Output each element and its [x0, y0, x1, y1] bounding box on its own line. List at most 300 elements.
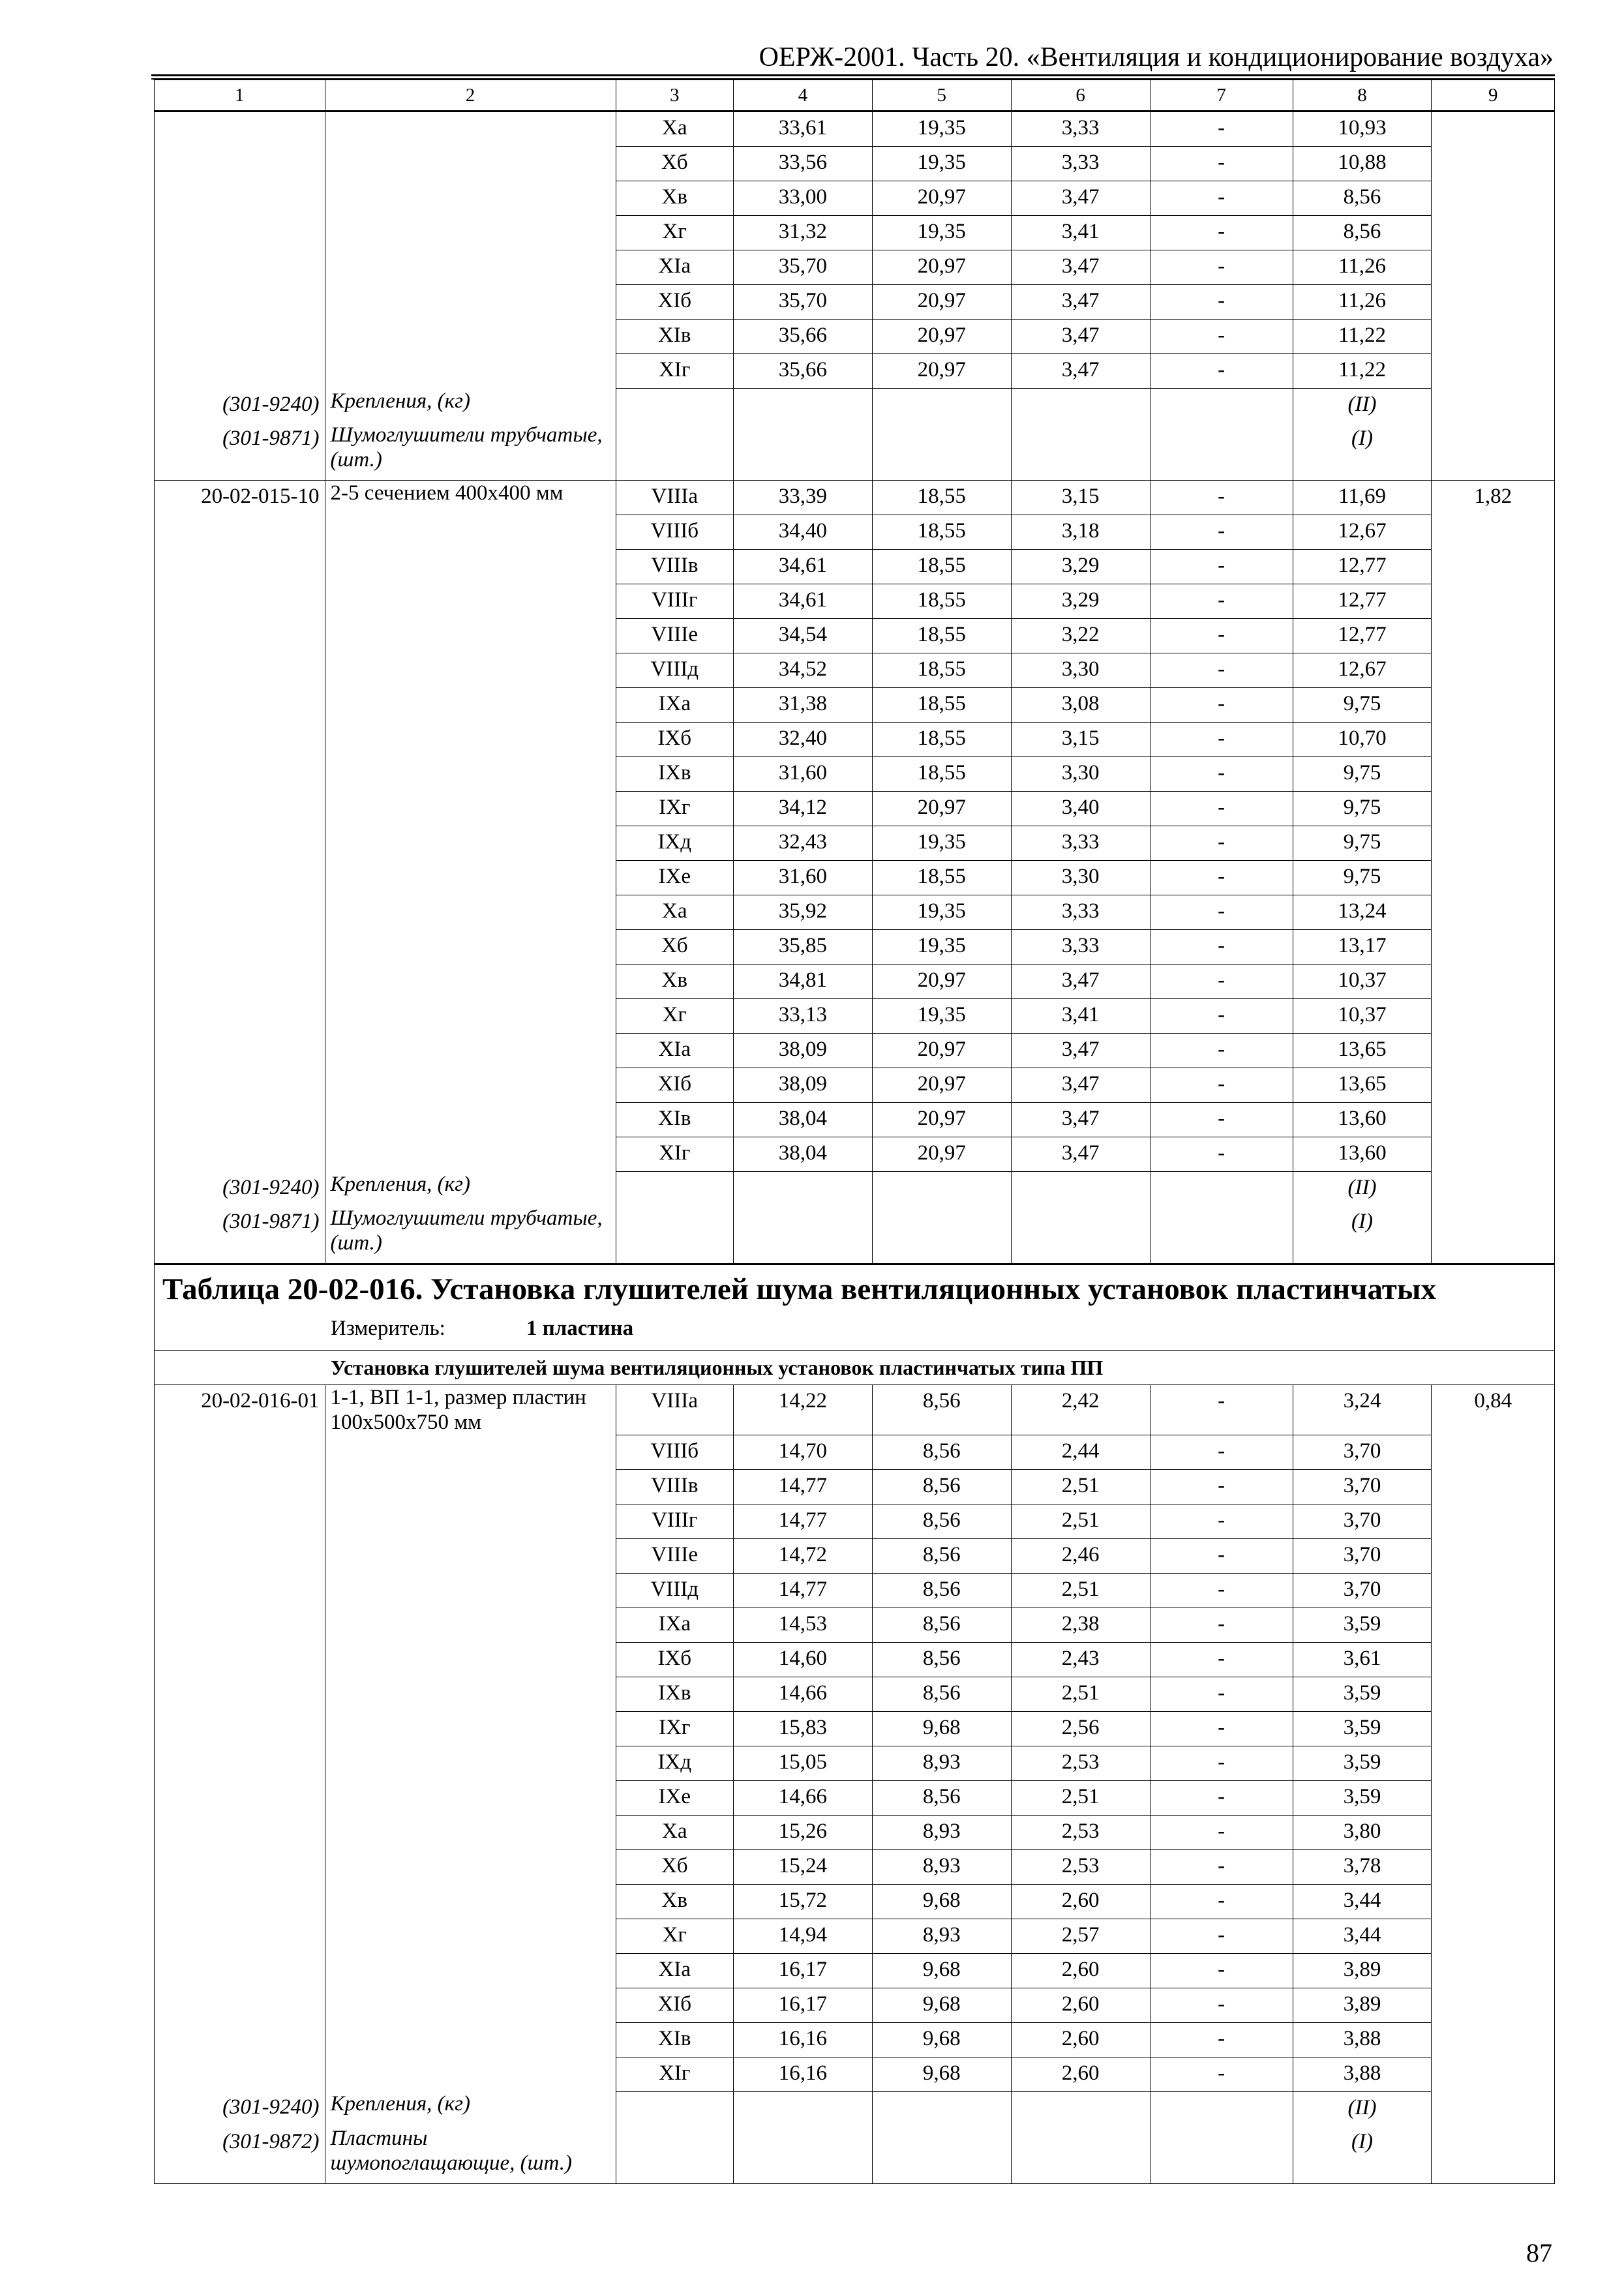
col9-cell	[1432, 1711, 1555, 1746]
value-cell: 8,56	[872, 1469, 1011, 1504]
code-cell	[155, 1988, 325, 2022]
table-row	[155, 2022, 1555, 2057]
value-cell: -	[1150, 723, 1293, 757]
table-row	[155, 216, 1555, 250]
col9-cell	[1432, 1815, 1555, 1849]
value-cell: -	[1150, 1780, 1293, 1815]
region-cell: IXд	[616, 1746, 733, 1780]
value-cell: 34,54	[733, 619, 872, 653]
value-cell: 3,47	[1011, 1103, 1150, 1137]
value-cell: 3,44	[1293, 1884, 1432, 1919]
value-cell: 2,38	[1011, 1608, 1150, 1642]
table-row	[155, 826, 1555, 861]
resource-code: (301-9871)	[155, 1206, 325, 1264]
value-cell: 18,55	[872, 619, 1011, 653]
code-cell	[155, 688, 325, 723]
code-cell	[155, 112, 325, 147]
value-cell: 3,47	[1011, 354, 1150, 389]
value-cell: 8,56	[872, 1642, 1011, 1677]
value-cell: 10,88	[1293, 147, 1432, 181]
value-cell: 3,59	[1293, 1780, 1432, 1815]
value-cell: 38,04	[733, 1137, 872, 1172]
value-cell: 20,97	[872, 1068, 1011, 1103]
code-cell	[155, 1608, 325, 1642]
region-cell: VIIIe	[616, 1538, 733, 1573]
value-cell: 13,60	[1293, 1103, 1432, 1137]
col9-cell	[1432, 1608, 1555, 1642]
name-cell	[325, 1711, 616, 1746]
code-cell	[155, 619, 325, 653]
table-row	[155, 688, 1555, 723]
code-cell	[155, 1746, 325, 1780]
col9-cell	[1432, 930, 1555, 965]
col9-cell	[1432, 550, 1555, 584]
subheading-row	[155, 1351, 1555, 1385]
value-cell: 8,56	[872, 1573, 1011, 1608]
region-cell: XIб	[616, 285, 733, 320]
resource-code: (301-9871)	[155, 423, 325, 481]
resource-name: Крепления, (кг)	[325, 2091, 616, 2126]
table-row	[155, 930, 1555, 965]
value-cell: 34,61	[733, 550, 872, 584]
value-cell: 20,97	[872, 1103, 1011, 1137]
value-cell: 18,55	[872, 550, 1011, 584]
value-cell: 2,51	[1011, 1573, 1150, 1608]
value-cell: 12,67	[1293, 653, 1432, 688]
table-title: Таблица 20-02-016. Установка глушителей шума вентиляционных установок пластинчатых	[162, 1272, 1437, 1306]
value-cell: -	[1150, 112, 1293, 147]
value-cell: 3,70	[1293, 1504, 1432, 1538]
value-cell: -	[1150, 1469, 1293, 1504]
value-cell: 14,22	[733, 1385, 872, 1435]
value-cell: -	[1150, 861, 1293, 895]
value-cell: 8,93	[872, 1815, 1011, 1849]
value-cell: 10,93	[1293, 112, 1432, 147]
value-cell: 8,56	[872, 1677, 1011, 1711]
name-cell	[325, 1953, 616, 1988]
code-cell	[155, 147, 325, 181]
col9-cell	[1432, 688, 1555, 723]
value-cell: 12,77	[1293, 619, 1432, 653]
value-cell: 3,59	[1293, 1746, 1432, 1780]
table-row	[155, 1385, 1555, 1435]
resource-value: (II)	[1293, 389, 1432, 423]
value-cell: 31,60	[733, 861, 872, 895]
table-row	[155, 861, 1555, 895]
col9-cell	[1432, 619, 1555, 653]
value-cell: 2,60	[1011, 2057, 1150, 2091]
table-row	[155, 999, 1555, 1034]
code-cell	[155, 1034, 325, 1068]
value-cell: 3,41	[1011, 216, 1150, 250]
region-cell: XIв	[616, 320, 733, 354]
table-row	[155, 1677, 1555, 1711]
code-cell	[155, 1711, 325, 1746]
name-cell	[325, 1780, 616, 1815]
value-cell: 13,17	[1293, 930, 1432, 965]
col9-cell	[1432, 112, 1555, 147]
value-cell: -	[1150, 1608, 1293, 1642]
col9-cell	[1432, 1849, 1555, 1884]
value-cell: 2,44	[1011, 1435, 1150, 1469]
value-cell: 3,33	[1011, 147, 1150, 181]
resource-name: Крепления, (кг)	[325, 389, 616, 423]
col9-cell	[1432, 1206, 1555, 1264]
value-cell: 2,60	[1011, 1953, 1150, 1988]
empty-cell	[872, 2091, 1011, 2126]
value-cell: 14,77	[733, 1469, 872, 1504]
value-cell: 9,68	[872, 1953, 1011, 1988]
col9-cell	[1432, 792, 1555, 826]
col9-cell	[1432, 1642, 1555, 1677]
name-cell	[325, 792, 616, 826]
value-cell: -	[1150, 147, 1293, 181]
value-cell: 8,56	[1293, 181, 1432, 216]
value-cell: 11,26	[1293, 285, 1432, 320]
value-cell: 19,35	[872, 147, 1011, 181]
value-cell: 9,75	[1293, 792, 1432, 826]
resource-row	[155, 2126, 1555, 2184]
name-cell	[325, 112, 616, 147]
code-cell	[155, 285, 325, 320]
table-row	[155, 757, 1555, 792]
value-cell: 3,78	[1293, 1849, 1432, 1884]
region-cell: Xa	[616, 112, 733, 147]
code-cell	[155, 1953, 325, 1988]
value-cell: 14,77	[733, 1504, 872, 1538]
region-cell: XIa	[616, 1034, 733, 1068]
col9-cell	[1432, 723, 1555, 757]
empty-cell	[1011, 389, 1150, 423]
value-cell: 3,40	[1011, 792, 1150, 826]
value-cell: 32,43	[733, 826, 872, 861]
value-cell: 3,44	[1293, 1919, 1432, 1953]
table-row	[155, 584, 1555, 619]
value-cell: 31,32	[733, 216, 872, 250]
code-cell	[155, 1504, 325, 1538]
value-cell: -	[1150, 792, 1293, 826]
value-cell: 3,61	[1293, 1642, 1432, 1677]
region-cell: Xa	[616, 1815, 733, 1849]
value-cell: 3,33	[1011, 826, 1150, 861]
measure-line	[162, 1313, 1546, 1343]
value-cell: 3,88	[1293, 2057, 1432, 2091]
value-cell: 34,52	[733, 653, 872, 688]
value-cell: 3,47	[1011, 965, 1150, 999]
code-cell: 20-02-015-10	[155, 481, 325, 515]
empty-cell	[733, 423, 872, 481]
name-cell	[325, 1677, 616, 1711]
value-cell: 10,37	[1293, 965, 1432, 999]
empty-cell	[1011, 423, 1150, 481]
value-cell: 3,47	[1011, 250, 1150, 285]
empty-cell	[872, 423, 1011, 481]
resource-row	[155, 1172, 1555, 1206]
value-cell: -	[1150, 1137, 1293, 1172]
value-cell: 2,60	[1011, 1988, 1150, 2022]
value-cell: 8,56	[872, 1385, 1011, 1435]
name-cell	[325, 1642, 616, 1677]
value-cell: 3,30	[1011, 861, 1150, 895]
resource-value: (I)	[1293, 423, 1432, 481]
value-cell: -	[1150, 1642, 1293, 1677]
value-cell: 9,68	[872, 1884, 1011, 1919]
col9-cell	[1432, 826, 1555, 861]
value-cell: 33,00	[733, 181, 872, 216]
value-cell: 3,29	[1011, 550, 1150, 584]
name-cell	[325, 826, 616, 861]
value-cell: -	[1150, 757, 1293, 792]
running-header: ОЕРЖ-2001. Часть 20. «Вентиляция и кондиционирование воздуха»	[759, 42, 1554, 72]
value-cell: 18,55	[872, 481, 1011, 515]
value-cell: 18,55	[872, 757, 1011, 792]
code-cell	[155, 2022, 325, 2057]
code-cell	[155, 1103, 325, 1137]
value-cell: 3,47	[1011, 285, 1150, 320]
column-number: 2	[325, 80, 616, 112]
empty-cell	[616, 423, 733, 481]
table-title-row	[155, 1264, 1555, 1351]
value-cell: 19,35	[872, 930, 1011, 965]
value-cell: -	[1150, 1538, 1293, 1573]
region-cell: Xг	[616, 999, 733, 1034]
region-cell: XIб	[616, 1068, 733, 1103]
value-cell: 3,30	[1011, 653, 1150, 688]
value-cell: 3,47	[1011, 320, 1150, 354]
value-cell: -	[1150, 1988, 1293, 2022]
region-cell: Xб	[616, 930, 733, 965]
col9-cell	[1432, 2091, 1555, 2126]
code-cell	[155, 584, 325, 619]
value-cell: 8,56	[872, 1538, 1011, 1573]
table-row	[155, 285, 1555, 320]
value-cell: 2,53	[1011, 1815, 1150, 1849]
code-cell	[155, 181, 325, 216]
value-cell: 9,68	[872, 2057, 1011, 2091]
table-row	[155, 320, 1555, 354]
column-number: 1	[155, 80, 325, 112]
name-cell	[325, 1884, 616, 1919]
value-cell: 3,59	[1293, 1711, 1432, 1746]
value-cell: -	[1150, 688, 1293, 723]
value-cell: 8,56	[872, 1780, 1011, 1815]
table-row	[155, 181, 1555, 216]
col9-cell	[1432, 999, 1555, 1034]
region-cell: Xг	[616, 1919, 733, 1953]
norms-table	[154, 80, 1555, 2184]
region-cell: IXa	[616, 688, 733, 723]
name-cell	[325, 688, 616, 723]
value-cell: -	[1150, 1849, 1293, 1884]
value-cell: -	[1150, 1884, 1293, 1919]
resource-row	[155, 389, 1555, 423]
value-cell: 9,75	[1293, 826, 1432, 861]
col9-cell	[1432, 354, 1555, 389]
value-cell: 31,38	[733, 688, 872, 723]
name-cell	[325, 1815, 616, 1849]
value-cell: -	[1150, 1435, 1293, 1469]
value-cell: 14,66	[733, 1780, 872, 1815]
value-cell: 34,81	[733, 965, 872, 999]
value-cell: 33,13	[733, 999, 872, 1034]
code-cell	[155, 1849, 325, 1884]
col9-cell	[1432, 1068, 1555, 1103]
code-cell	[155, 1815, 325, 1849]
value-cell: 12,67	[1293, 515, 1432, 550]
value-cell: 18,55	[872, 515, 1011, 550]
empty-cell	[733, 389, 872, 423]
value-cell: 2,51	[1011, 1780, 1150, 1815]
value-cell: -	[1150, 181, 1293, 216]
region-cell: XIa	[616, 250, 733, 285]
value-cell: -	[1150, 1573, 1293, 1608]
empty-cell	[733, 1172, 872, 1206]
value-cell: 19,35	[872, 826, 1011, 861]
code-cell	[155, 2057, 325, 2091]
value-cell: 20,97	[872, 965, 1011, 999]
table-row	[155, 147, 1555, 181]
measure-value: 1 пластина	[526, 1317, 634, 1340]
value-cell: 33,61	[733, 112, 872, 147]
value-cell: 19,35	[872, 999, 1011, 1034]
col9-cell	[1432, 1504, 1555, 1538]
code-cell	[155, 965, 325, 999]
value-cell: 20,97	[872, 792, 1011, 826]
table-row	[155, 1884, 1555, 1919]
region-cell: VIIIг	[616, 1504, 733, 1538]
column-number: 9	[1432, 80, 1555, 112]
region-cell: IXг	[616, 1711, 733, 1746]
table-row	[155, 1435, 1555, 1469]
value-cell: 9,75	[1293, 688, 1432, 723]
value-cell: -	[1150, 354, 1293, 389]
table-row	[155, 1780, 1555, 1815]
table-row	[155, 1137, 1555, 1172]
table-row	[155, 2057, 1555, 2091]
resource-code: (301-9240)	[155, 2091, 325, 2126]
region-cell: IXe	[616, 861, 733, 895]
name-cell	[325, 147, 616, 181]
name-cell	[325, 584, 616, 619]
value-cell: 15,26	[733, 1815, 872, 1849]
col9-cell	[1432, 1435, 1555, 1469]
value-cell: 3,15	[1011, 481, 1150, 515]
value-cell: 3,89	[1293, 1988, 1432, 2022]
value-cell: 34,40	[733, 515, 872, 550]
empty-cell	[872, 1172, 1011, 1206]
name-cell	[325, 1435, 616, 1469]
value-cell: 35,85	[733, 930, 872, 965]
value-cell: 3,70	[1293, 1538, 1432, 1573]
empty-cell	[733, 2091, 872, 2126]
col9-cell	[1432, 250, 1555, 285]
region-cell: XIб	[616, 1988, 733, 2022]
code-cell	[155, 757, 325, 792]
value-cell: -	[1150, 1953, 1293, 1988]
value-cell: -	[1150, 481, 1293, 515]
value-cell: 3,33	[1011, 930, 1150, 965]
value-cell: 9,75	[1293, 757, 1432, 792]
empty-cell	[733, 1206, 872, 1264]
name-cell	[325, 1469, 616, 1504]
value-cell: 2,57	[1011, 1919, 1150, 1953]
resource-value: (II)	[1293, 1172, 1432, 1206]
name-cell	[325, 1573, 616, 1608]
table-row	[155, 481, 1555, 515]
col9-cell	[1432, 285, 1555, 320]
value-cell: -	[1150, 2057, 1293, 2091]
value-cell: -	[1150, 965, 1293, 999]
value-cell: -	[1150, 930, 1293, 965]
name-cell	[325, 930, 616, 965]
empty-cell	[1150, 1172, 1293, 1206]
name-cell	[325, 861, 616, 895]
table-row	[155, 250, 1555, 285]
col9-cell	[1432, 515, 1555, 550]
table-row	[155, 1608, 1555, 1642]
value-cell: 9,68	[872, 1988, 1011, 2022]
value-cell: 34,12	[733, 792, 872, 826]
column-number: 3	[616, 80, 733, 112]
value-cell: 14,60	[733, 1642, 872, 1677]
col9-cell	[1432, 1469, 1555, 1504]
col9-cell	[1432, 1103, 1555, 1137]
region-cell: IXд	[616, 826, 733, 861]
value-cell: -	[1150, 1746, 1293, 1780]
resource-code: (301-9240)	[155, 389, 325, 423]
page-number: 87	[1526, 2238, 1552, 2267]
value-cell: 13,65	[1293, 1068, 1432, 1103]
value-cell: 9,68	[872, 1711, 1011, 1746]
region-cell: IXб	[616, 1642, 733, 1677]
measure-label: Измеритель:	[331, 1317, 445, 1340]
table-row	[155, 1953, 1555, 1988]
name-cell: 2-5 сечением 400x400 мм	[325, 481, 616, 515]
region-cell: Xг	[616, 216, 733, 250]
value-cell: 20,97	[872, 1034, 1011, 1068]
resource-code: (301-9872)	[155, 2126, 325, 2184]
name-cell	[325, 354, 616, 389]
code-cell	[155, 999, 325, 1034]
value-cell: 11,22	[1293, 354, 1432, 389]
name-cell	[325, 1988, 616, 2022]
value-cell: 18,55	[872, 861, 1011, 895]
value-cell: 18,55	[872, 653, 1011, 688]
empty-cell	[616, 2091, 733, 2126]
value-cell: 14,77	[733, 1573, 872, 1608]
name-cell	[325, 965, 616, 999]
region-cell: VIIIa	[616, 481, 733, 515]
name-cell	[325, 1746, 616, 1780]
value-cell: 9,68	[872, 2022, 1011, 2057]
table-row	[155, 723, 1555, 757]
col9-cell	[1432, 2126, 1555, 2184]
code-cell	[155, 1919, 325, 1953]
region-cell: Xa	[616, 895, 733, 930]
region-cell: Xв	[616, 181, 733, 216]
value-cell: 16,16	[733, 2057, 872, 2091]
value-cell: -	[1150, 826, 1293, 861]
empty-cell	[733, 2126, 872, 2184]
code-cell	[155, 1573, 325, 1608]
column-number: 7	[1150, 80, 1293, 112]
region-cell: VIIIв	[616, 550, 733, 584]
value-cell: 18,55	[872, 723, 1011, 757]
name-cell	[325, 216, 616, 250]
code-cell	[155, 792, 325, 826]
code-cell	[155, 250, 325, 285]
region-cell: IXв	[616, 757, 733, 792]
